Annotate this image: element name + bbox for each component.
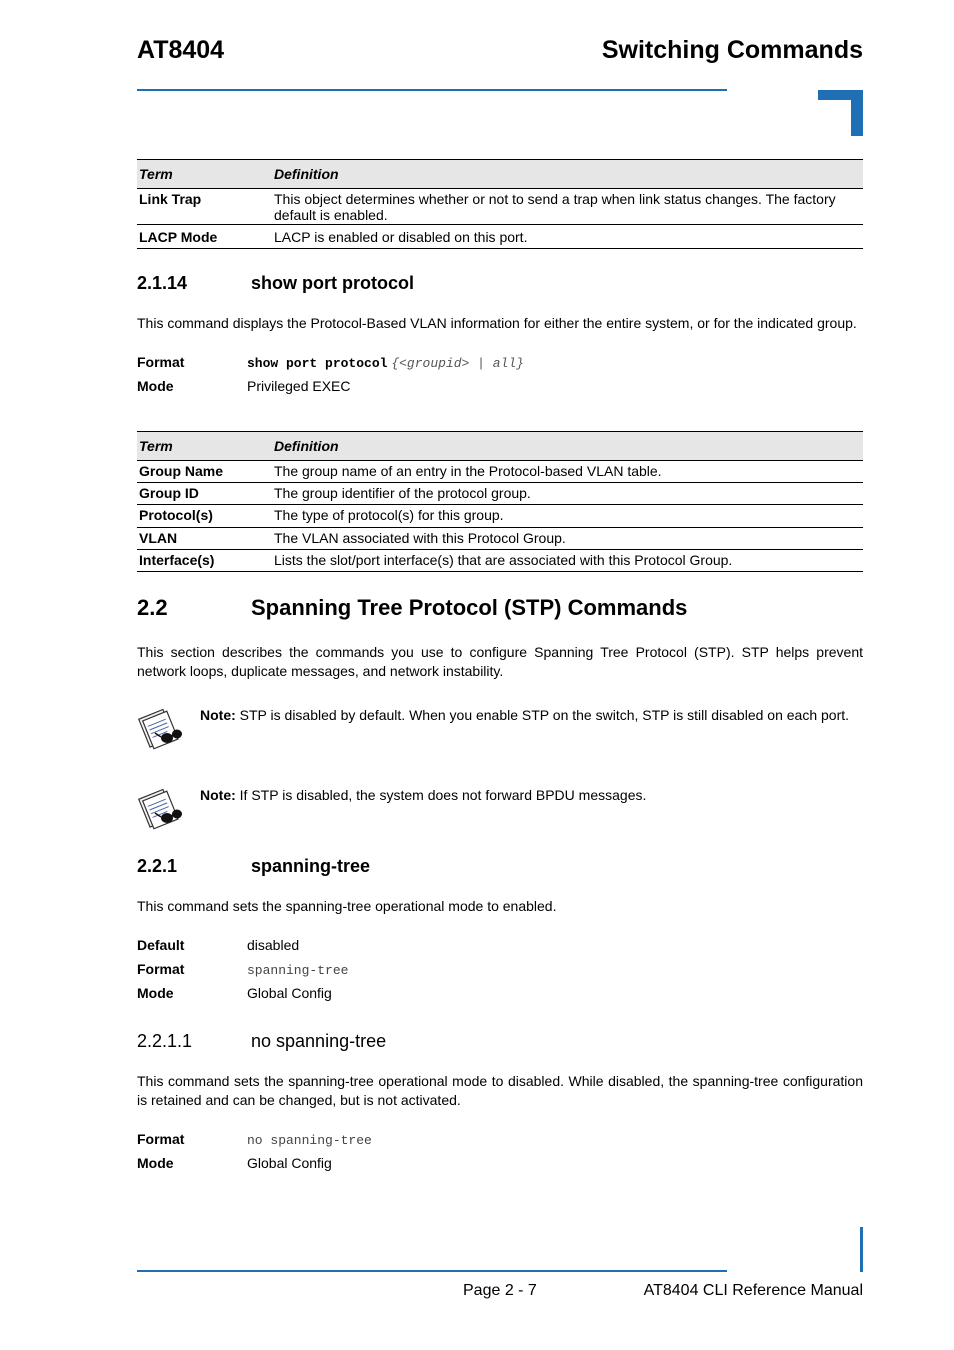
- mode-value: Privileged EXEC: [247, 378, 351, 394]
- term-cell: Group ID: [137, 483, 272, 505]
- footer-rule: [137, 1270, 727, 1272]
- table-header-row: [137, 160, 863, 189]
- section-number: 2.1.14: [137, 273, 188, 293]
- term-cell: LACP Mode: [137, 225, 272, 249]
- format-row: [137, 354, 524, 371]
- section-heading-2-2-1: [137, 856, 370, 877]
- default-value: disabled: [247, 937, 300, 953]
- definition-cell: The group identifier of the protocol group.: [272, 483, 863, 505]
- table-row: [137, 528, 863, 550]
- format-label: Format: [137, 1131, 185, 1147]
- default-row: [137, 937, 299, 953]
- section-title: spanning-tree: [251, 856, 371, 876]
- section-number: 2.2.1: [137, 856, 178, 876]
- term-cell: Interface(s): [137, 550, 272, 572]
- mode-label: Mode: [137, 1155, 174, 1171]
- term-cell: Link Trap: [137, 189, 272, 225]
- format-label: Format: [137, 354, 185, 370]
- section-number: 2.2.1.1: [137, 1031, 193, 1051]
- mode-label: Mode: [137, 378, 174, 394]
- command-syntax: no spanning-tree: [247, 1133, 372, 1148]
- page-number: Page 2 - 7: [463, 1282, 537, 1299]
- section-heading-2-1-14: [137, 273, 414, 294]
- table-row: [137, 505, 863, 528]
- note-stp-default: [200, 707, 849, 723]
- section-title: Spanning Tree Protocol (STP) Commands: [251, 595, 688, 620]
- note-label: Note:: [200, 707, 236, 723]
- command-syntax: show port protocol: [247, 356, 388, 371]
- table-row: [137, 225, 863, 249]
- term-cell: Group Name: [137, 461, 272, 483]
- col-header-term: Term: [137, 160, 272, 189]
- header-chapter: Switching Commands: [601, 36, 863, 64]
- definition-cell: The group name of an entry in the Protocol-based VLAN table.: [272, 461, 863, 483]
- mode-row: [137, 1155, 332, 1171]
- section-title: no spanning-tree: [251, 1031, 387, 1051]
- format-row: [137, 1131, 372, 1148]
- term-cell: VLAN: [137, 528, 272, 550]
- mode-label: Mode: [137, 985, 174, 1001]
- section-number: 2.2: [137, 595, 168, 620]
- section-heading-2-2: [137, 595, 687, 621]
- manual-title: AT8404 CLI Reference Manual: [643, 1282, 863, 1299]
- section-description: This command sets the spanning-tree operational mode to disabled. While disabled, the spanning-tree configuration is retained and can be changed, but is not activated.: [137, 1073, 863, 1108]
- header-corner-mark-vertical: [851, 90, 863, 136]
- table-header-row: [137, 432, 863, 461]
- section-description: This command displays the Protocol-Based VLAN information for either the entire system, or for the indicated group.: [137, 315, 857, 331]
- command-syntax: spanning-tree: [247, 963, 349, 978]
- format-row: [137, 961, 348, 978]
- col-header-term: Term: [137, 432, 272, 461]
- note-body: STP is disabled by default. When you enable STP on the switch, STP is still disabled on each port.: [235, 707, 850, 723]
- format-label: Format: [137, 961, 185, 977]
- mode-value: Global Config: [247, 985, 332, 1001]
- definition-cell: Lists the slot/port interface(s) that are associated with this Protocol Group.: [272, 550, 863, 572]
- section-description: This section describes the commands you use to configure Spanning Tree Protocol (STP). STP helps prevent network loops, duplicate messages, and network instability.: [137, 644, 863, 679]
- definition-cell: The VLAN associated with this Protocol Group.: [272, 528, 863, 550]
- header-rule: [137, 89, 727, 91]
- mode-value: Global Config: [247, 1155, 332, 1171]
- term-table-port: [137, 159, 863, 249]
- header-product: AT8404: [137, 36, 225, 64]
- definition-cell: The type of protocol(s) for this group.: [272, 505, 863, 528]
- table-row: [137, 483, 863, 505]
- mode-row: [137, 378, 351, 394]
- table-row: [137, 189, 863, 225]
- command-arguments: {<groupid> | all}: [391, 356, 524, 371]
- note-pad-glasses-icon: [137, 787, 183, 833]
- col-header-definition: Definition: [272, 160, 863, 189]
- section-title: show port protocol: [251, 273, 414, 293]
- section-heading-2-2-1-1: [137, 1031, 386, 1052]
- table-row: [137, 550, 863, 572]
- default-label: Default: [137, 937, 185, 953]
- definition-cell: This object determines whether or not to send a trap when link status changes. The factory default is enabled.: [272, 189, 863, 225]
- section-description: This command sets the spanning-tree operational mode to enabled.: [137, 898, 557, 914]
- footer-corner-mark: [860, 1227, 863, 1272]
- term-cell: Protocol(s): [137, 505, 272, 528]
- note-stp-bpdu: [200, 787, 646, 803]
- definition-cell: LACP is enabled or disabled on this port.: [272, 225, 863, 249]
- note-label: Note:: [200, 787, 236, 803]
- mode-row: [137, 985, 332, 1001]
- term-table-protocol: [137, 431, 863, 572]
- note-body: If STP is disabled, the system does not forward BPDU messages.: [235, 787, 647, 803]
- note-pad-glasses-icon: [137, 707, 183, 753]
- table-row: [137, 461, 863, 483]
- col-header-definition: Definition: [272, 432, 863, 461]
